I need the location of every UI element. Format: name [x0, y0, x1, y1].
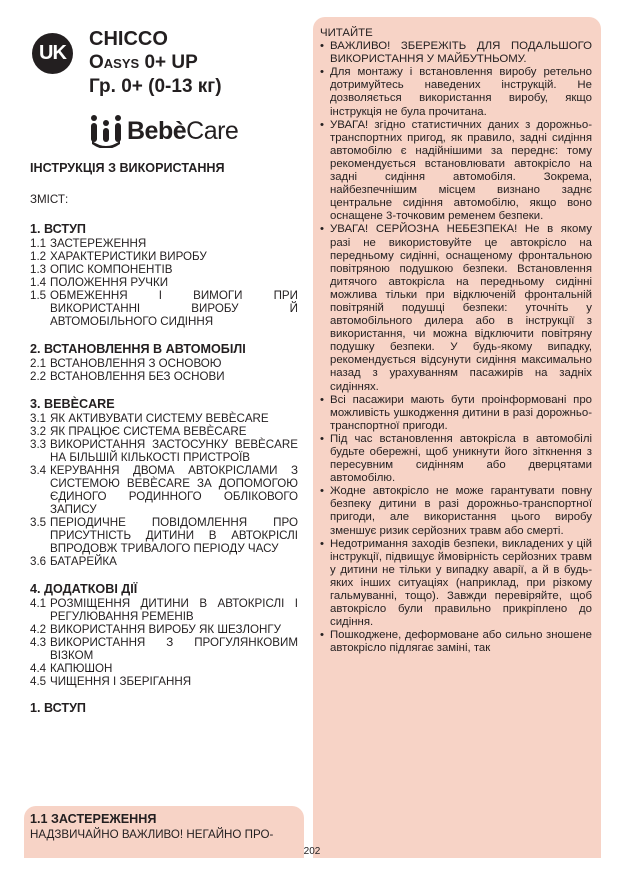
toc-item-title: ЯК АКТИВУВАТИ СИСТЕМУ BEBÈCARE — [50, 412, 269, 425]
warnings-heading: 1.1 ЗАСТЕРЕЖЕННЯ — [30, 812, 157, 826]
toc-item — [30, 425, 298, 438]
toc-item — [30, 675, 298, 688]
toc-item-number: 1.2 — [30, 250, 47, 263]
warning-item — [320, 223, 592, 393]
toc-item-title: КЕРУВАННЯ ДВОМА АВТОКРІСЛАМИ З СИСТЕМОЮ BEBÈCARE ЗА ДОПОМОГОЮ ЄДИНОГО РОДИННОГО ОБЛІКОВОГО ЗАПИСУ — [50, 464, 298, 516]
toc-item-title: ВСТАНОВЛЕННЯ З ОСНОВОЮ — [50, 357, 222, 370]
warnings-list — [320, 27, 592, 656]
warnings-text: НАДЗВИЧАЙНО ВАЖЛИВО! НЕГАЙНО ПРО- — [30, 828, 274, 841]
toc-item-number: 2.1 — [30, 357, 47, 370]
toc-item-title: БАТАРЕЙКА — [50, 555, 117, 568]
toc-item-number: 1.1 — [30, 237, 47, 250]
toc-item — [30, 357, 298, 370]
toc-item — [30, 636, 298, 662]
toc-item-title: ВИКОРИСТАННЯ ЗАСТОСУНКУ BEBÈCARE НА БІЛЬШІЙ КІЛЬКОСТІ ПРИСТРОЇВ — [50, 438, 298, 464]
toc-item-number: 2.2 — [30, 370, 47, 383]
warning-item — [320, 66, 592, 118]
toc-section-title: 4. ДОДАТКОВІ ДІЇ — [30, 582, 138, 596]
toc-item — [30, 370, 298, 383]
toc-item-title: ПОЛОЖЕННЯ РУЧКИ — [50, 276, 169, 289]
bullet-icon: • — [320, 537, 324, 550]
toc-item — [30, 237, 298, 250]
page-number: 202 — [303, 846, 321, 857]
product-name: Oasys 0+ UP — [89, 52, 198, 73]
warning-text: Недотримання заходів безпеки, викладених у цій інструкції, підвищує ймовірність серйозних травм у дитини не тільки у випадку аварії, а й в будь-яких інших ситуаціях (наприклад, при різкому гальмуванні, тощо). Завжди перевіряйте, щоб автокрісло були правильно прикріплено до сидіння. — [330, 537, 592, 629]
toc-item — [30, 623, 298, 636]
warning-text: Всі пасажири мають бути проінформовані про можливість ушкодження дитини в разі дорожньо-транспортної пригоди. — [330, 393, 592, 432]
toc-section-title: 3. BEBÈCARE — [30, 397, 115, 411]
toc-item-title: РОЗМІЩЕННЯ ДИТИНИ В АВТОКРІСЛІ І РЕГУЛЮВАННЯ РЕМЕНІВ — [50, 597, 298, 623]
toc-section — [30, 222, 298, 328]
toc-item — [30, 250, 298, 263]
bullet-icon: • — [320, 629, 324, 642]
bullet-icon: • — [320, 118, 324, 131]
toc-item-number: 3.5 — [30, 516, 47, 529]
warning-item — [320, 485, 592, 537]
language-badge: UK — [32, 33, 73, 74]
toc-item — [30, 662, 298, 675]
warning-text: Під час встановлення автокрісла в автомобілі будьте обережні, щоб уникнути його зіткнення з пересувним сидінням або дверцятами автомобілю. — [330, 432, 592, 485]
warning-text: Пошкоджене, деформоване або сильно зношене автокрісло підлягає заміні, так — [330, 629, 592, 655]
toc-item-title: ЯК ПРАЦЮЄ СИСТЕМА BEBÈCARE — [50, 425, 247, 438]
toc-item-number: 3.3 — [30, 438, 47, 451]
toc-item-title: КАПЮШОН — [50, 662, 113, 675]
bebecare-logo — [89, 114, 238, 148]
warning-text: ВАЖЛИВО! ЗБЕРЕЖІТЬ ДЛЯ ПОДАЛЬШОГО ВИКОРИСТАННЯ У МАЙБУТНЬОМУ. — [330, 40, 592, 66]
toc-section — [30, 342, 298, 383]
toc-item-number: 4.1 — [30, 597, 47, 610]
warning-text: УВАГА! згідно статистичних даних з дорожньо-транспортних пригод, як правило, задні сидіння автомобілю є надійнішими за переднє: тому рекомендується встановлювати автокрісло на задні сидіння автомобіля. Зокрема, найбезпечнішим місцем визнано заднє центральне сидіння автомобілю, якщо воно оснащене 3-точковим ременем безпеки. — [330, 118, 592, 223]
bullet-icon: • — [320, 40, 324, 53]
continued-text: ЧИТАЙТЕ — [320, 27, 373, 39]
table-of-contents — [30, 162, 298, 715]
toc-item-title: ВИКОРИСТАННЯ ВИРОБУ ЯК ШЕЗЛОНГУ — [50, 623, 281, 636]
family-icon — [89, 114, 123, 148]
product-group: Гр. 0+ (0-13 кг) — [89, 76, 222, 97]
intro-heading: 1. ВСТУП — [30, 701, 86, 715]
toc-item-number: 3.6 — [30, 555, 47, 568]
bullet-icon: • — [320, 66, 324, 79]
title-block — [89, 27, 222, 99]
toc-section-title: 1. ВСТУП — [30, 222, 86, 236]
toc-item-number: 4.5 — [30, 675, 47, 688]
toc-item-number: 4.3 — [30, 636, 47, 649]
toc-item-number: 3.4 — [30, 464, 47, 477]
toc-item-number: 3.2 — [30, 425, 47, 438]
warning-item — [320, 629, 592, 655]
warning-item — [320, 119, 592, 224]
toc-item — [30, 438, 298, 464]
toc-section — [30, 582, 298, 688]
warning-item — [320, 394, 592, 433]
toc-item-title: ХАРАКТЕРИСТИКИ ВИРОБУ — [50, 250, 207, 263]
document-title: ІНСТРУКЦІЯ З ВИКОРИСТАННЯ — [30, 161, 225, 175]
logo-wordmark: BebèCare — [127, 116, 239, 145]
toc-item — [30, 276, 298, 289]
warning-text: Для монтажу і встановлення виробу ретельно дотримуйтесь наведених інструкцій. Не дозволяється використання виробу, якщо інструкція не була прочитана. — [330, 66, 592, 118]
toc-item-title: ЗАСТЕРЕЖЕННЯ — [50, 237, 147, 250]
toc-section — [30, 397, 298, 568]
toc-item — [30, 412, 298, 425]
bullet-icon: • — [320, 485, 324, 498]
warning-item — [320, 433, 592, 485]
warning-text: УВАГА! СЕРЙОЗНА НЕБЕЗПЕКА! Не в якому разі не використовуйте це автокрісло на передньому сидінні, оснащеному фронтальною повітряною подушкою безпеки. Встановлення дитячого автокрісла на передньому сидінні можлива тільки при відключеній фронтальній повітряній подушці безпеки: уточніть у автомобільного дилера або в інструкції з використання, чи можна відключити повітряну подушку безпеки. У будь-якому випадку, рекомендується відсунути сидіння максимально назад з урахуванням пасажирів на задніх сидіннях. — [330, 223, 592, 393]
toc-item-title: ВИКОРИСТАННЯ З ПРОГУЛЯНКОВИМ ВІЗКОМ — [50, 636, 298, 662]
warning-item — [320, 40, 592, 66]
toc-section-title: 2. ВСТАНОВЛЕННЯ В АВТОМОБІЛІ — [30, 342, 246, 356]
toc-item-title: ОПИС КОМПОНЕНТІВ — [50, 263, 173, 276]
bullet-icon: • — [320, 393, 324, 406]
brand-name: CHICCO — [89, 28, 168, 50]
toc-item — [30, 516, 298, 555]
warning-text: Жодне автокрісло не може гарантувати повну безпеку дитини в разі дорожньо-транспортної пригоди, але використання цього виробу зменшує ризик серйозних травм або смерті. — [330, 485, 592, 537]
toc-item-number: 4.4 — [30, 662, 47, 675]
toc-item — [30, 464, 298, 516]
warning-item — [320, 538, 592, 630]
toc-item — [30, 597, 298, 623]
bullet-icon: • — [320, 432, 324, 445]
toc-item-number: 1.4 — [30, 276, 47, 289]
contents-label: ЗМІСТ: — [30, 193, 69, 206]
toc-item — [30, 289, 298, 328]
toc-item-title: ЧИЩЕННЯ І ЗБЕРІГАННЯ — [50, 675, 192, 688]
toc-item — [30, 263, 298, 276]
bullet-icon: • — [320, 223, 324, 236]
toc-item-title: ВСТАНОВЛЕННЯ БЕЗ ОСНОВИ — [50, 370, 225, 383]
toc-item-number: 1.5 — [30, 289, 47, 302]
toc-item-number: 4.2 — [30, 623, 47, 636]
toc-item-title: ПЕРІОДИЧНЕ ПОВІДОМЛЕННЯ ПРО ПРИСУТНІСТЬ ДИТИНИ В АВТОКРІСЛІ ВПРОДОВЖ ТРИВАЛОГО ПЕРІОДУ ЧАСУ — [50, 516, 298, 555]
toc-item-number: 1.3 — [30, 263, 47, 276]
toc-item — [30, 555, 298, 568]
toc-item-title: ОБМЕЖЕННЯ І ВИМОГИ ПРИ ВИКОРИСТАННІ ВИРОБУ Й АВТОМОБІЛЬНОГО СИДІННЯ — [50, 289, 298, 328]
toc-item-number: 3.1 — [30, 412, 47, 425]
